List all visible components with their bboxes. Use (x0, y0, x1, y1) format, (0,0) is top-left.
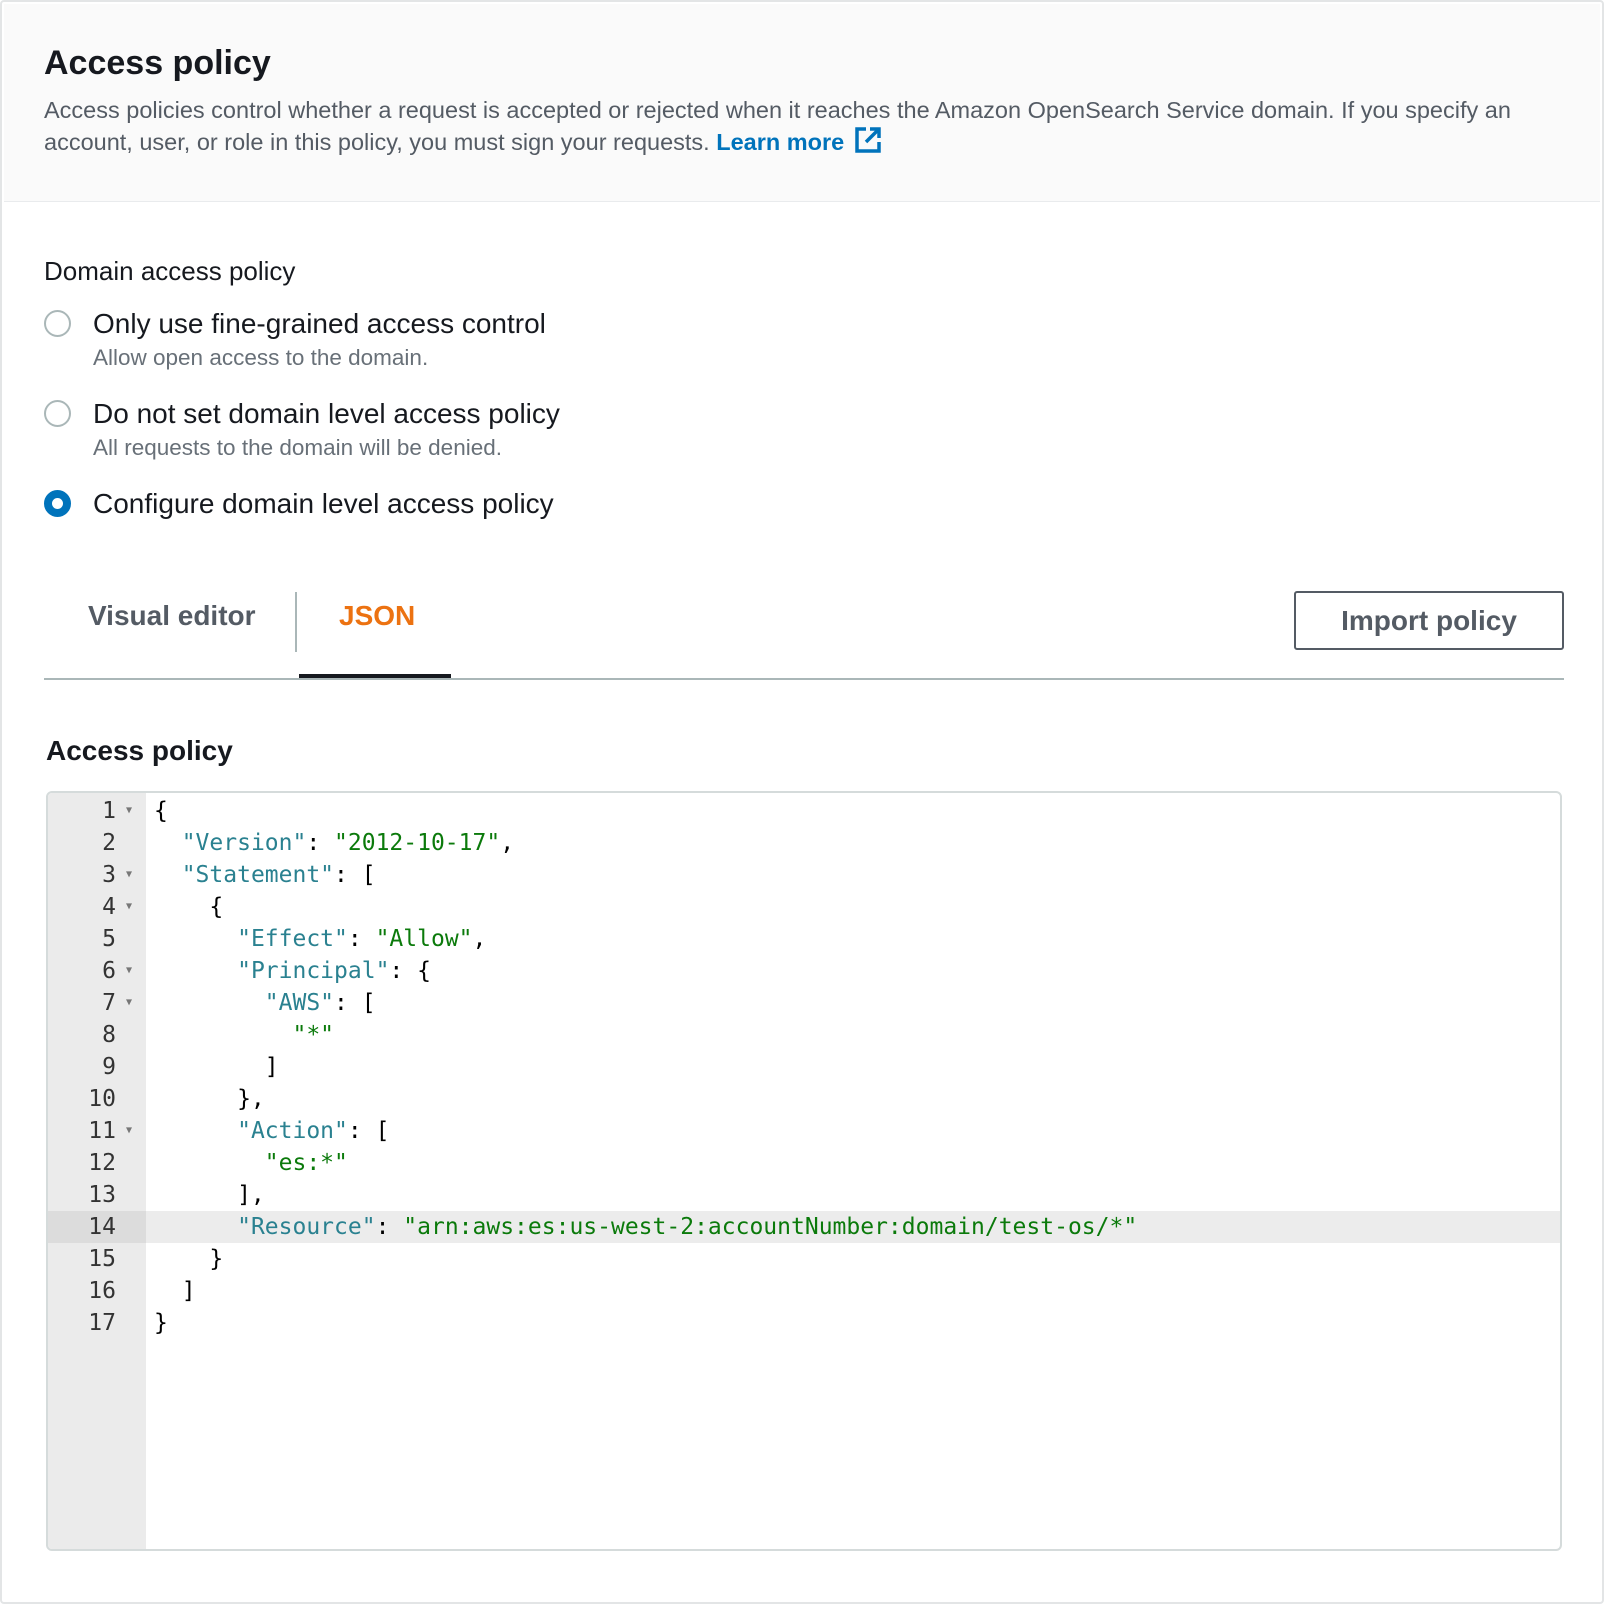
json-punctuation (154, 958, 237, 984)
json-string: "2012-10-17" (334, 830, 501, 856)
code-text (154, 1211, 1137, 1243)
radio-label: Do not set domain level access policy (93, 398, 560, 429)
code-line[interactable] (48, 859, 1560, 891)
json-punctuation (154, 1214, 237, 1240)
json-punctuation: ], (154, 1182, 265, 1208)
json-key: "Resource" (237, 1214, 376, 1240)
json-punctuation: : (375, 1214, 404, 1240)
line-number: 13 (88, 1182, 116, 1208)
learn-more-label: Learn more (716, 129, 845, 155)
fold-toggle-icon[interactable]: ▼ (126, 965, 133, 976)
json-punctuation: , (472, 926, 487, 952)
radio-label: Configure domain level access policy (93, 488, 554, 519)
code-text (154, 923, 486, 955)
code-line[interactable] (48, 923, 1560, 955)
fold-toggle-icon[interactable]: ▼ (126, 997, 133, 1008)
learn-more-link[interactable] (716, 129, 882, 155)
radio-label: Only use fine-grained access control (93, 308, 546, 339)
code-text (154, 987, 376, 1019)
code-line[interactable] (48, 987, 1560, 1019)
radio-circle-selected[interactable] (44, 490, 71, 517)
code-line[interactable] (48, 1115, 1560, 1147)
json-punctuation: , (500, 830, 515, 856)
code-text (154, 1307, 168, 1339)
tab-divider (295, 592, 297, 652)
json-punctuation: : (306, 830, 335, 856)
line-number: 1 (102, 798, 116, 824)
json-punctuation: : [ (347, 1118, 390, 1144)
code-text (154, 1115, 389, 1147)
import-policy-button[interactable]: Import policy (1294, 591, 1564, 650)
radio-no-domain-policy[interactable] (44, 397, 560, 461)
code-text (154, 891, 223, 923)
line-number: 16 (88, 1278, 116, 1304)
json-string: "*" (292, 1022, 335, 1048)
code-line[interactable] (48, 1211, 1560, 1243)
json-punctuation (154, 926, 237, 952)
json-punctuation: ] (154, 1278, 196, 1304)
line-number: 3 (102, 862, 116, 888)
external-link-icon (854, 126, 882, 162)
json-punctuation: { (154, 894, 224, 920)
domain-access-policy-label: Domain access policy (44, 256, 296, 286)
code-lines[interactable] (48, 795, 1560, 1339)
line-number: 12 (88, 1150, 116, 1176)
json-punctuation: : (347, 926, 376, 952)
json-punctuation: : [ (334, 990, 376, 1016)
code-line[interactable] (48, 795, 1560, 827)
code-text (154, 955, 431, 987)
code-line[interactable] (48, 955, 1560, 987)
line-number: 17 (88, 1310, 116, 1336)
code-line[interactable] (48, 1243, 1560, 1275)
json-punctuation (154, 1022, 292, 1048)
code-text (154, 827, 514, 859)
json-punctuation (154, 830, 182, 856)
code-text (154, 1243, 223, 1275)
json-punctuation: } (154, 1246, 224, 1272)
line-number: 9 (102, 1054, 116, 1080)
line-number: 11 (88, 1118, 116, 1144)
radio-configure-domain-policy[interactable] (44, 487, 554, 521)
code-line[interactable] (48, 1147, 1560, 1179)
radio-description: All requests to the domain will be denied. (93, 435, 502, 460)
json-punctuation: : [ (334, 862, 376, 888)
fold-toggle-icon[interactable]: ▼ (126, 805, 133, 816)
line-number: 4 (102, 894, 116, 920)
tab-json[interactable]: JSON (339, 600, 416, 631)
code-text (154, 1083, 265, 1115)
json-string: "arn:aws:es:us-west-2:accountNumber:domain/test-os/*" (403, 1214, 1138, 1240)
json-code-editor[interactable] (46, 791, 1562, 1551)
json-punctuation (154, 990, 265, 1016)
tab-visual-editor[interactable]: Visual editor (88, 600, 256, 631)
radio-circle[interactable] (44, 400, 71, 427)
code-line[interactable] (48, 1179, 1560, 1211)
line-number: 8 (102, 1022, 116, 1048)
json-punctuation: : { (389, 958, 431, 984)
line-number: 10 (88, 1086, 116, 1112)
json-string: "Allow" (375, 926, 473, 952)
fold-toggle-icon[interactable]: ▼ (126, 1125, 133, 1136)
code-line[interactable] (48, 1275, 1560, 1307)
json-punctuation (154, 1118, 237, 1144)
radio-circle[interactable] (44, 310, 71, 337)
code-text (154, 1051, 279, 1083)
description-text: Access policies control whether a request is accepted or rejected when it reaches the Amazon OpenSearch Service domain. If you specify an account, user, or role in this policy, you must sign your requests. (44, 97, 1511, 155)
json-punctuation (154, 1150, 265, 1176)
json-key: "Statement" (181, 862, 335, 888)
code-line[interactable] (48, 1019, 1560, 1051)
json-key: "Action" (237, 1118, 348, 1144)
tabs-baseline (44, 678, 1564, 680)
fold-toggle-icon[interactable]: ▼ (126, 869, 133, 880)
line-number: 2 (102, 830, 116, 856)
json-punctuation: ] (154, 1054, 279, 1080)
json-punctuation: } (154, 1310, 168, 1336)
code-line[interactable] (48, 1051, 1560, 1083)
radio-description: Allow open access to the domain. (93, 345, 429, 370)
line-number: 14 (48, 1211, 146, 1243)
code-line[interactable] (48, 1083, 1560, 1115)
code-line[interactable] (48, 1307, 1560, 1339)
code-text (154, 1179, 265, 1211)
code-line[interactable] (48, 891, 1560, 923)
line-number: 15 (88, 1246, 116, 1272)
panel-title: Access policy (44, 44, 271, 82)
panel-header (4, 4, 1600, 202)
json-key: "Principal" (237, 958, 390, 984)
code-text (154, 1019, 334, 1051)
json-key: "Version" (181, 830, 307, 856)
line-number: 6 (102, 958, 116, 984)
code-line[interactable] (48, 827, 1560, 859)
json-punctuation: }, (154, 1086, 265, 1112)
code-text (154, 795, 168, 827)
code-text (154, 1275, 196, 1307)
code-text (154, 859, 376, 891)
json-key: "Effect" (237, 926, 348, 952)
access-policy-editor-label: Access policy (46, 735, 233, 766)
json-key: "AWS" (264, 990, 335, 1016)
line-number: 7 (102, 990, 116, 1016)
code-text (154, 1147, 348, 1179)
json-punctuation: { (154, 798, 168, 824)
radio-fine-grained-only[interactable] (44, 307, 546, 371)
json-string: "es:*" (264, 1150, 348, 1176)
fold-toggle-icon[interactable]: ▼ (126, 901, 133, 912)
json-punctuation (154, 862, 182, 888)
panel-description (44, 94, 1564, 162)
line-number: 5 (102, 926, 116, 952)
